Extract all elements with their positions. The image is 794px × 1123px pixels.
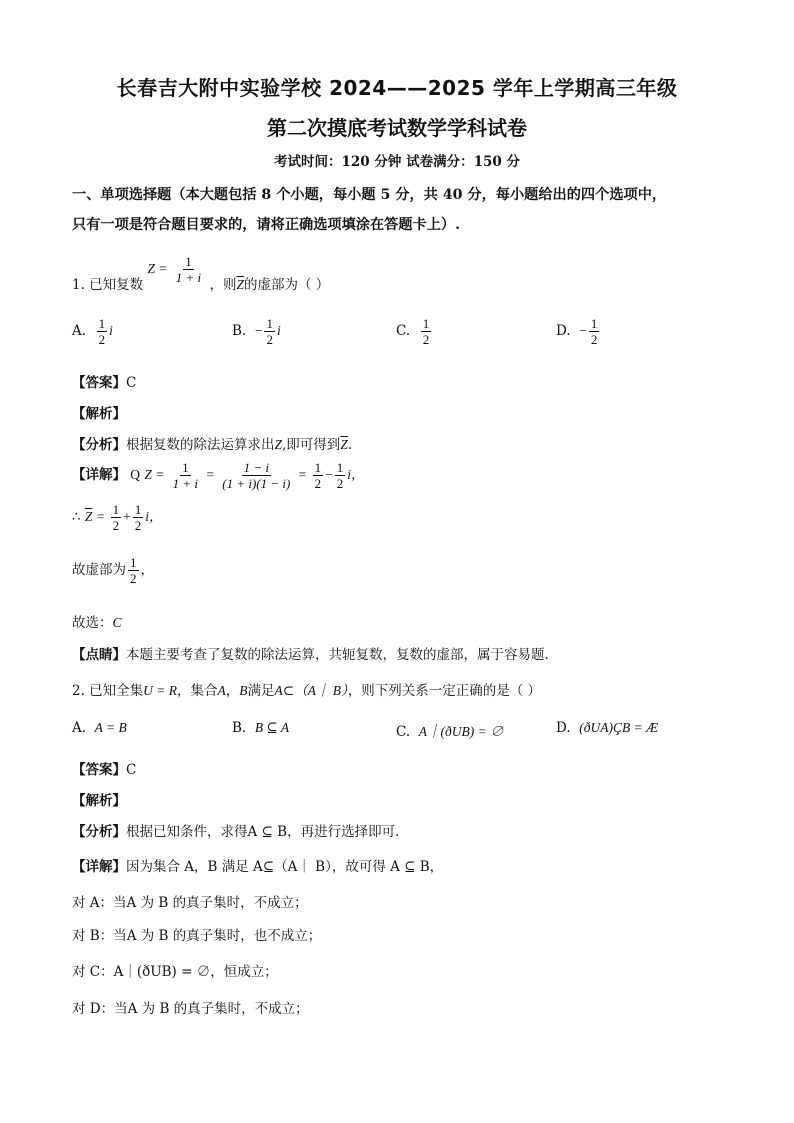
- question-2-stem: [72, 679, 541, 699]
- frac-num: 1: [98, 316, 106, 331]
- fenxi-tag: 【分析】: [72, 824, 126, 840]
- q1-option-c[interactable]: [396, 316, 433, 347]
- plus: +: [123, 509, 131, 524]
- option-label: B.: [232, 323, 247, 339]
- q2-case-d: 对 D：当A 为 B 的真子集时，不成立；: [72, 1001, 309, 1017]
- answer-value: C: [126, 375, 137, 391]
- q1-prefix: 1. 已知复数: [72, 277, 144, 293]
- frac-den: 2: [112, 518, 120, 533]
- line2-tail: i，: [145, 509, 163, 524]
- section-heading-line2: 只有一项是符合题目要求的，请将正确选项填涂在答题卡上）.: [72, 217, 461, 233]
- frac-num: 1: [182, 460, 189, 475]
- choice-value: C: [112, 615, 122, 630]
- q1-suffix: 的虚部为（ ）: [243, 277, 330, 293]
- q2-universe: U = R: [143, 683, 178, 698]
- option-label: C.: [396, 323, 411, 339]
- equals: =: [298, 467, 307, 482]
- q2-prefix: 2. 已知全集: [72, 683, 144, 699]
- q2-text2: 满足: [247, 683, 275, 699]
- xj-z: Z =: [144, 467, 165, 482]
- option-label: A.: [72, 720, 87, 736]
- frac-num: 1: [134, 502, 142, 517]
- q1-zbar-result: [72, 502, 163, 533]
- xj-tail: i，: [347, 467, 365, 482]
- xiangjie-tag: 【详解】: [72, 467, 126, 483]
- minus-sign: −: [254, 323, 263, 338]
- frac-den: 2: [422, 332, 430, 347]
- option-label: A.: [72, 323, 87, 339]
- set-b: B: [239, 683, 248, 698]
- q2-option-d[interactable]: [556, 720, 658, 736]
- q1-z: Z =: [147, 261, 168, 276]
- option-label: D.: [556, 720, 571, 736]
- imag-unit: i: [109, 323, 113, 338]
- option-label: C.: [396, 724, 411, 740]
- fenxi-text: 根据复数的除法运算求出: [126, 437, 275, 453]
- exam-title-line2: 第二次摸底考试数学学科试卷: [267, 116, 527, 140]
- q1-option-a[interactable]: [72, 316, 113, 347]
- frac-num: 1: [314, 460, 322, 475]
- q1-choice: [72, 611, 122, 631]
- xiangjie-text: 因为集合 A，B 满足 A⊆（A｜ B），故可得 A ⊆ B，: [126, 859, 444, 875]
- fenxi-text: 根据已知条件，求得A ⊆ B，再进行选择即可.: [126, 824, 400, 840]
- q1-zbar: $\overline{Z}$: [236, 277, 244, 292]
- fenxi-zbar: $\overline{Z}$: [340, 437, 348, 452]
- frac-num: 1: [336, 460, 344, 475]
- section-heading-line1: 一、单项选择题（本大题包括 8 个小题，每小题 5 分，共 40 分，每小题给出的四个选项中，: [72, 187, 667, 203]
- answer-tag: 【答案】: [72, 375, 126, 391]
- frac-den: (1 + i)(1 − i): [222, 476, 291, 491]
- frac-den: 1 + i: [172, 476, 199, 491]
- frac-num: 1: [590, 316, 598, 331]
- choice-label: 故选：: [72, 615, 113, 631]
- option-label: B.: [232, 720, 247, 736]
- q1-comment: [72, 643, 549, 663]
- q2-relation: A⊂（A｜ B）: [274, 683, 348, 698]
- frac-den: 2: [98, 332, 106, 347]
- option-text: A = B: [94, 720, 127, 735]
- comment-text: 本题主要考查了复数的除法运算，共轭复数，复数的虚部，属于容易题.: [126, 647, 549, 663]
- q2-suffix: ，则下列关系一定正确的是（ ）: [347, 683, 542, 699]
- therefore-symbol: ∴: [72, 509, 81, 524]
- q1-analysis-tag: 【解析】: [72, 406, 126, 422]
- because-symbol: Q: [130, 467, 141, 482]
- fenxi-end: .: [347, 437, 353, 453]
- zbar: $\overline{Z}$: [84, 509, 93, 524]
- q2-case-c: 对 C：A｜(ðUB) = ∅，恒成立；: [72, 964, 278, 980]
- frac-den: 2: [336, 476, 344, 491]
- q1-xiangjie: [72, 460, 364, 491]
- equals: =: [206, 467, 214, 482]
- answer-value: C: [126, 762, 137, 778]
- q1-fraction: [174, 254, 203, 285]
- answer-tag: 【答案】: [72, 762, 126, 778]
- frac-den: 2: [266, 332, 273, 347]
- imag-unit: i: [276, 323, 281, 338]
- q1-imag-part: [72, 555, 154, 586]
- q2-option-a[interactable]: [72, 720, 127, 736]
- option-text: (ðUA)ÇB = Æ: [579, 720, 659, 735]
- q2-xiangjie: [72, 855, 443, 875]
- q2-comma: ，: [225, 683, 240, 699]
- option-text: A｜(ðUB) = ∅: [418, 724, 504, 739]
- q1-mid: ，则: [209, 277, 237, 293]
- comment-tag: 【点睛】: [72, 647, 126, 663]
- q2-text: ，集合: [177, 683, 218, 699]
- question-1-stem: [72, 254, 330, 293]
- q2-case-a: 对 A：当A 为 B 的真子集时，不成立；: [72, 895, 308, 911]
- q1-option-d[interactable]: [556, 316, 601, 347]
- frac-num: 1: [422, 316, 430, 331]
- frac-num: 1 − i: [243, 460, 269, 475]
- q2-fenxi: [72, 820, 399, 840]
- q2-option-c[interactable]: [396, 720, 504, 740]
- exam-meta: 考试时间：120 分钟 试卷满分：150 分: [274, 154, 520, 170]
- q1-answer: [72, 371, 136, 391]
- minus-sign: −: [579, 323, 587, 338]
- fenxi-mid: ,即可得到: [282, 437, 341, 453]
- exam-title-line1: 长春吉大附中实验学校 2024——2025 学年上学期高三年级: [116, 76, 678, 100]
- xiangjie-tag: 【详解】: [72, 859, 126, 875]
- q1-frac-den: 1 + i: [175, 270, 202, 285]
- line3-tail: ，: [140, 562, 154, 578]
- q2-option-b[interactable]: [232, 720, 289, 736]
- frac-num: 1: [130, 555, 137, 570]
- fenxi-z: Z: [274, 437, 283, 452]
- frac-num: 1: [112, 502, 120, 517]
- q2-answer: [72, 758, 136, 778]
- option-label: D.: [556, 323, 571, 339]
- line3-text: 故虚部为: [72, 562, 126, 578]
- frac-num: 1: [266, 316, 273, 331]
- equals: =: [96, 509, 105, 524]
- frac-den: 2: [590, 332, 598, 347]
- q1-option-b[interactable]: [232, 316, 281, 347]
- fenxi-tag: 【分析】: [72, 437, 126, 453]
- set-a: A: [217, 683, 226, 698]
- q1-fenxi: [72, 433, 352, 453]
- minus: −: [325, 467, 333, 482]
- frac-den: 2: [130, 571, 137, 586]
- frac-den: 2: [314, 476, 322, 491]
- q1-frac-num: 1: [185, 254, 192, 269]
- q2-case-b: 对 B：当A 为 B 的真子集时，也不成立；: [72, 928, 322, 944]
- option-text: B ⊆ A: [254, 720, 290, 735]
- frac-den: 2: [134, 518, 142, 533]
- q2-analysis-tag: 【解析】: [72, 793, 126, 809]
